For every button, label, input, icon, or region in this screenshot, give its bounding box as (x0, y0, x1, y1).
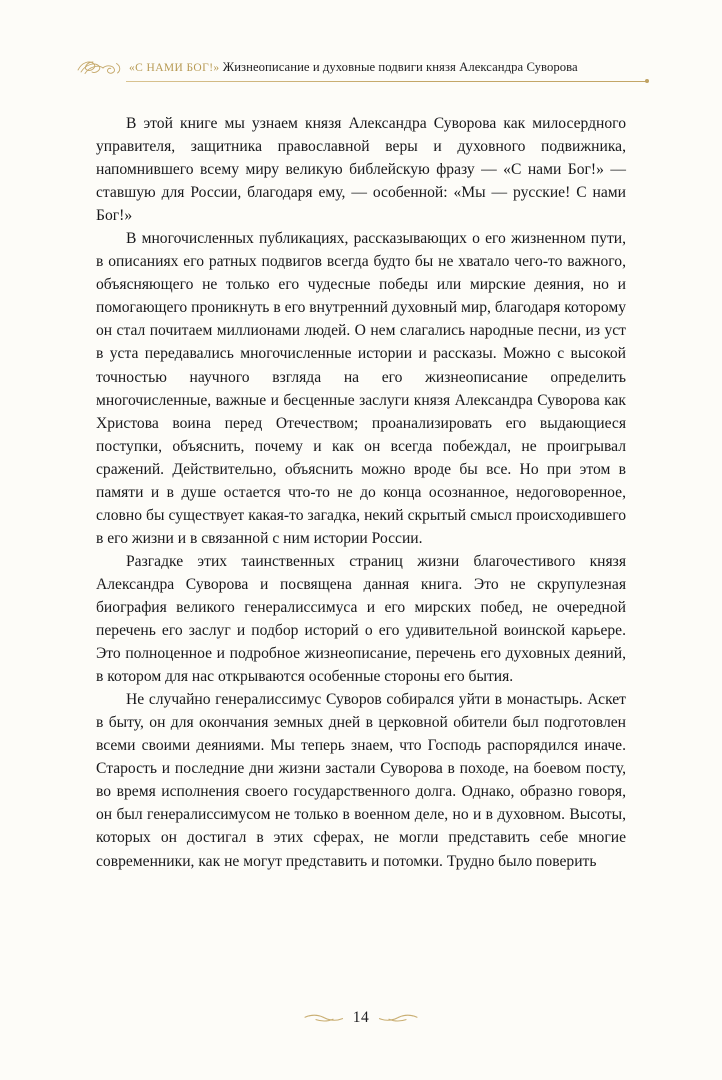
page-number: 14 (352, 1009, 370, 1026)
running-header-title (129, 59, 648, 75)
running-header (76, 56, 648, 90)
wave-flourish-left-icon (304, 1013, 344, 1024)
calligraphic-flourish-icon (76, 57, 122, 77)
page-body (96, 112, 626, 873)
wave-flourish-right-icon (378, 1013, 418, 1024)
paragraph: В этой книге мы узнаем князя Александра Суворова как милосердного управителя, защитника православной веры и духовного подвижника, напомнившего всему миру великую библейскую фразу — «С нами Бог!» — ставшую для России, благодаря ему, — особенной: «Мы — русские! С нами Бог!» (96, 115, 626, 225)
paragraph: Разгадке этих таинственных страниц жизни благочестивого князя Александра Суворова и посвящена данная книга. Это не скрупулезная биография великого генералиссимуса и его мирских побед, не очередной перечень его заслуг и подбор историй о его удивительной воинской карьере. Это полноценное и подробное жизнеописание, перечень его духовных деяний, в котором для нас открываются особенные стороны его бытия. (96, 552, 626, 686)
paragraph: В многочисленных публикациях, рассказывающих о его жизненном пути, в описаниях его ратных подвигов всегда будто бы не хватало чего-то важного, объясняющего не только его чудесные победы или мирские деяния, но и помогающего проникнуть в его внутренний духовный мир, благодаря которому он стал почитаем миллионами людей. О нем слагались народные песни, из уст в уста передавались многочисленные истории и рассказы. Можно с высокой точностью научного взгляда на его жизнеописание определить многочисленные, важные и бесценные заслуги князя Александра Суворова как Христова воина перед Отечеством; проанализировать его выдающиеся поступки, объяснить, почему и как он всегда побеждал, не проигрывал сражений. Действительно, объяснить можно вроде бы все. Но при этом в памяти и в душе остается что-то не до конца осознанное, недоговоренное, словно бы существует какая-то загадка, некий скрытый смысл происходившего в его жизни и в связанной с ним истории России. (96, 230, 626, 547)
running-header-rule (126, 81, 648, 82)
running-header-title-caps: «С НАМИ БОГ!» (129, 62, 220, 74)
page-footer (0, 1005, 722, 1031)
running-header-rule-dot (645, 79, 649, 83)
paragraph: Не случайно генералиссимус Суворов собирался уйти в монастырь. Аскет в быту, он для окончания земных дней в церковной обители был подготовлен всеми своими деяниями. Мы теперь знаем, что Господь распорядился иначе. Старость и последние дни жизни застали Суворова в походе, на боевом посту, во время исполнения своего государственного долга. Однако, образно говоря, он был генералиссимусом не только в военном деле, но и в духовном. Высоты, которых он достигал в этих сферах, не могли представить себе многие современники, как не могут представить и потомки. Трудно было поверить (96, 691, 626, 870)
running-header-row (76, 56, 648, 78)
running-header-title-rest: Жизнеописание и духовные подвиги князя Александра Суворова (219, 60, 578, 74)
